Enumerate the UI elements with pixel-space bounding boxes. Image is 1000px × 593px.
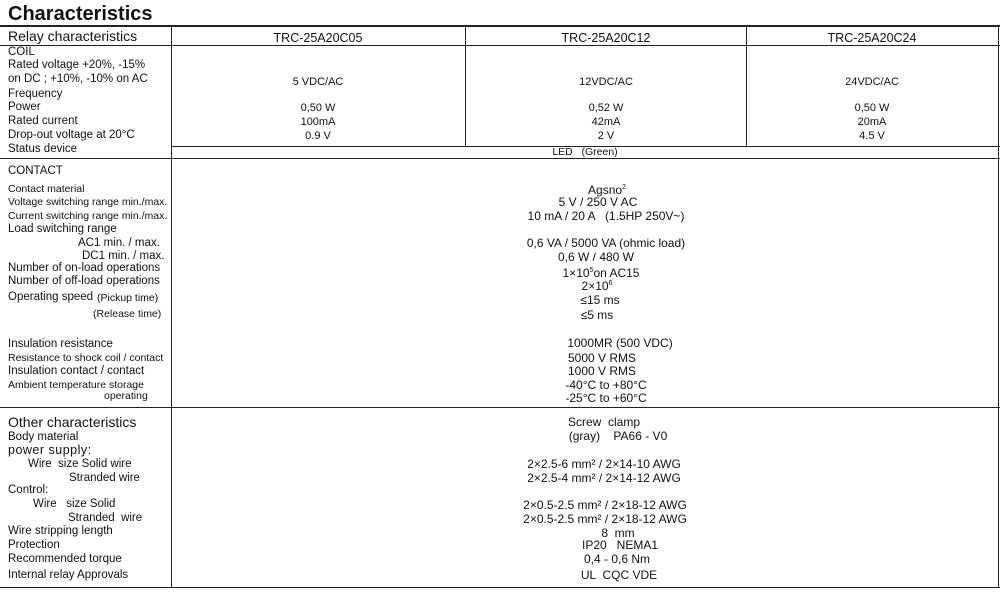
stripping-length-label: Wire stripping length <box>8 525 113 537</box>
header-rule <box>0 45 1000 46</box>
approvals-label: Internal relay Approvals <box>8 569 129 581</box>
rated-current-label: Rated current <box>8 115 78 127</box>
screw-clamp-value: Screw clamp <box>567 415 641 429</box>
body-material-label: Body material <box>8 431 79 443</box>
relay-heading: Relay characteristics <box>8 28 138 44</box>
model-divider-2 <box>746 26 747 146</box>
stranded-wire-value: 2×2.5-4 mm² / 2×14-12 AWG <box>527 471 681 485</box>
power-value: 0,52 W <box>588 102 624 114</box>
ac1-label: AC1 min. / max. <box>78 237 160 249</box>
rated-voltage-value: 5 VDC/AC <box>292 76 344 88</box>
dropout-value: 2 V <box>597 130 615 142</box>
stripping-length-value: 8 mm <box>601 526 635 540</box>
torque-value: 0,4 - 0,6 Nm <box>583 552 651 566</box>
right-border <box>998 26 999 588</box>
model-name: TRC-25A20C05 <box>273 31 363 45</box>
stranded-wire-label: Stranded wire <box>68 512 143 524</box>
operating-speed-label: Operating speed <box>8 291 94 303</box>
contact-bottom-rule <box>0 407 1000 408</box>
stranded-wire-label: Stranded wire <box>69 472 140 484</box>
control-label: Control: <box>8 484 49 496</box>
protection-label: Protection <box>8 539 60 551</box>
current-value: 42mA <box>591 116 621 128</box>
dc1-label: DC1 min. / max. <box>82 250 165 262</box>
label-column-divider <box>171 26 172 588</box>
insulation-resistance-value: 1000MR (500 VDC) <box>567 336 673 350</box>
status-value: LED (Green) <box>552 146 618 158</box>
off-load-label: Number of off-load operations <box>8 275 160 287</box>
voltage-range-label: Voltage switching range min./max. <box>8 196 168 208</box>
solid-wire-value: 2×2.5-6 mm² / 2×14-10 AWG <box>527 457 681 471</box>
ambient-label: Ambient temperature storage <box>8 379 144 391</box>
title-rule <box>0 25 1000 27</box>
voltage-range-value: 5 V / 250 V AC <box>558 195 638 209</box>
ac1-value: 0,6 VA / 5000 VA (ohmic load) <box>526 236 686 250</box>
protection-value: IP20 NEMA1 <box>581 538 659 552</box>
power-value: 0,50 W <box>854 102 890 114</box>
on-load-label: Number of on-load operations <box>8 262 161 274</box>
body-material-value: (gray) PA66 - V0 <box>568 429 668 443</box>
operating-label: operating <box>104 390 148 402</box>
shock-value: 5000 V RMS <box>567 351 637 365</box>
dropout-label: Drop-out voltage at 20°C <box>8 129 135 141</box>
torque-label: Recommended torque <box>8 553 122 565</box>
rated-voltage-label: on DC ; +10%, -10% on AC <box>8 73 148 85</box>
solid-wire-label: Wire size Solid <box>33 498 116 510</box>
power-supply-label: power supply: <box>8 443 92 457</box>
dc1-value: 0,6 W / 480 W <box>557 250 635 264</box>
insulation-contact-value: 1000 V RMS <box>567 364 637 378</box>
frequency-label: Frequency <box>8 88 63 100</box>
relay-bottom-rule <box>0 158 1000 159</box>
pickup-label: (Pickup time) <box>97 292 159 304</box>
insulation-resistance-label: Insulation resistance <box>8 338 113 350</box>
dropout-value: 0.9 V <box>305 130 331 142</box>
stranded-wire-value: 2×0.5-2.5 mm² / 2×18-12 AWG <box>523 512 687 526</box>
contact-material-label: Contact material <box>8 183 85 195</box>
contact-material-value: Agsno$^2$ <box>588 183 626 197</box>
coil-label: COIL <box>8 46 35 58</box>
other-heading: Other characteristics <box>8 414 137 430</box>
current-value: 20mA <box>857 116 887 128</box>
current-range-label: Current switching range min./max. <box>8 210 168 222</box>
current-range-value: 10 mA / 20 A (1.5HP 250V~) <box>527 209 685 223</box>
model-name: TRC-25A20C12 <box>561 31 651 45</box>
power-value: 0,50 W <box>300 102 336 114</box>
model-divider-1 <box>465 26 466 146</box>
storage-temp-value: -40°C to +80°C <box>565 378 647 392</box>
current-value: 100mA <box>300 116 336 128</box>
release-label: (Release time) <box>93 308 162 320</box>
operating-temp-value: -25°C to +60°C <box>565 391 647 405</box>
on-load-value: $1\times 10^5on$ AC15 <box>562 266 640 280</box>
model-name: TRC-25A20C24 <box>827 31 917 45</box>
shock-label: Resistance to shock coil / contact <box>8 352 164 364</box>
approvals-value: UL CQC VDE <box>580 568 658 582</box>
rated-voltage-label: Rated voltage +20%, -15% <box>8 59 146 71</box>
table-bottom-rule <box>0 587 1000 588</box>
off-load-value: $2\times 10^6$ <box>581 279 613 293</box>
pickup-value: ≤15 ms <box>580 293 620 307</box>
page-title: Characteristics <box>8 3 153 25</box>
contact-heading: CONTACT <box>8 165 63 177</box>
release-value: ≤5 ms <box>580 308 614 322</box>
load-range-label: Load switching range <box>8 223 117 235</box>
power-label: Power <box>8 101 41 113</box>
solid-wire-value: 2×0.5-2.5 mm² / 2×18-12 AWG <box>523 498 687 512</box>
rated-voltage-value: 24VDC/AC <box>845 76 899 88</box>
rated-voltage-value: 12VDC/AC <box>579 76 633 88</box>
insulation-contact-label: Insulation contact / contact <box>8 365 145 377</box>
status-label: Status device <box>8 143 78 155</box>
solid-wire-label: Wire size Solid wire <box>28 458 132 470</box>
dropout-value: 4.5 V <box>859 130 885 142</box>
